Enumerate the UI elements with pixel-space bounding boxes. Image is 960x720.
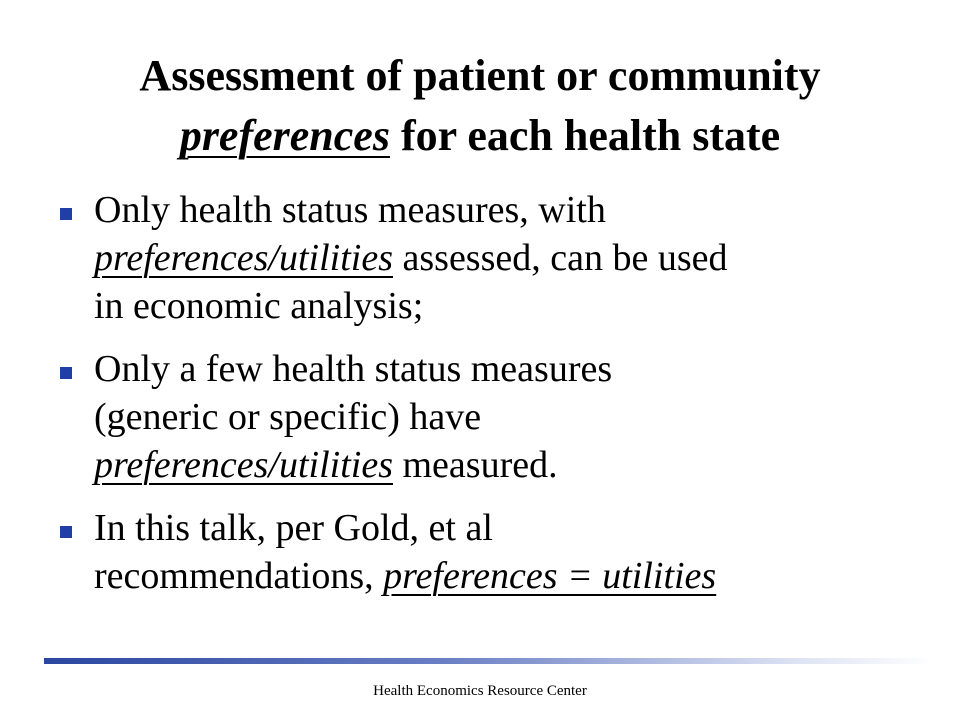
- bullet-marker-icon: [60, 526, 72, 538]
- bullet-item-2: [54, 345, 934, 489]
- bullet-2-line-1: Only a few health status measures: [94, 348, 613, 390]
- bullet-1-emphasis: preferences/utilities: [94, 237, 393, 279]
- bullet-text-3: [94, 504, 934, 600]
- bullet-marker-icon: [60, 367, 72, 379]
- slide-title: [40, 46, 920, 166]
- bullet-3-line-2: [94, 552, 934, 600]
- title-line-1: Assessment of patient or community: [139, 51, 821, 100]
- bullet-1-line-3: in economic analysis;: [94, 285, 424, 327]
- bullet-list: [54, 186, 934, 615]
- bullet-2-emphasis: preferences/utilities: [94, 444, 393, 486]
- bullet-1-line-2: [94, 234, 934, 282]
- bullet-1-line-1: Only health status measures, with: [94, 189, 606, 231]
- bullet-text-1: [94, 186, 934, 330]
- footer-text: Health Economics Resource Center: [373, 683, 587, 699]
- bullet-3-line-2-pre: recommendations,: [94, 555, 384, 597]
- bullet-item-3: [54, 504, 934, 600]
- bullet-marker-icon: [60, 208, 72, 220]
- bullet-1-line-2-rest: assessed, can be used: [393, 237, 728, 279]
- bullet-text-2: [94, 345, 934, 489]
- title-line-2: [40, 106, 920, 166]
- title-emphasis: preferences: [179, 111, 390, 160]
- footer-divider: [44, 658, 936, 664]
- bullet-3-emphasis: preferences = utilities: [383, 555, 717, 597]
- bullet-item-1: [54, 186, 934, 330]
- bullet-2-line-3: [94, 441, 934, 489]
- bullet-3-line-1: In this talk, per Gold, et al: [94, 507, 493, 549]
- bullet-2-line-3-rest: measured.: [393, 444, 558, 486]
- bullet-2-line-2: (generic or specific) have: [94, 396, 482, 438]
- title-line-2-rest: for each health state: [389, 111, 781, 160]
